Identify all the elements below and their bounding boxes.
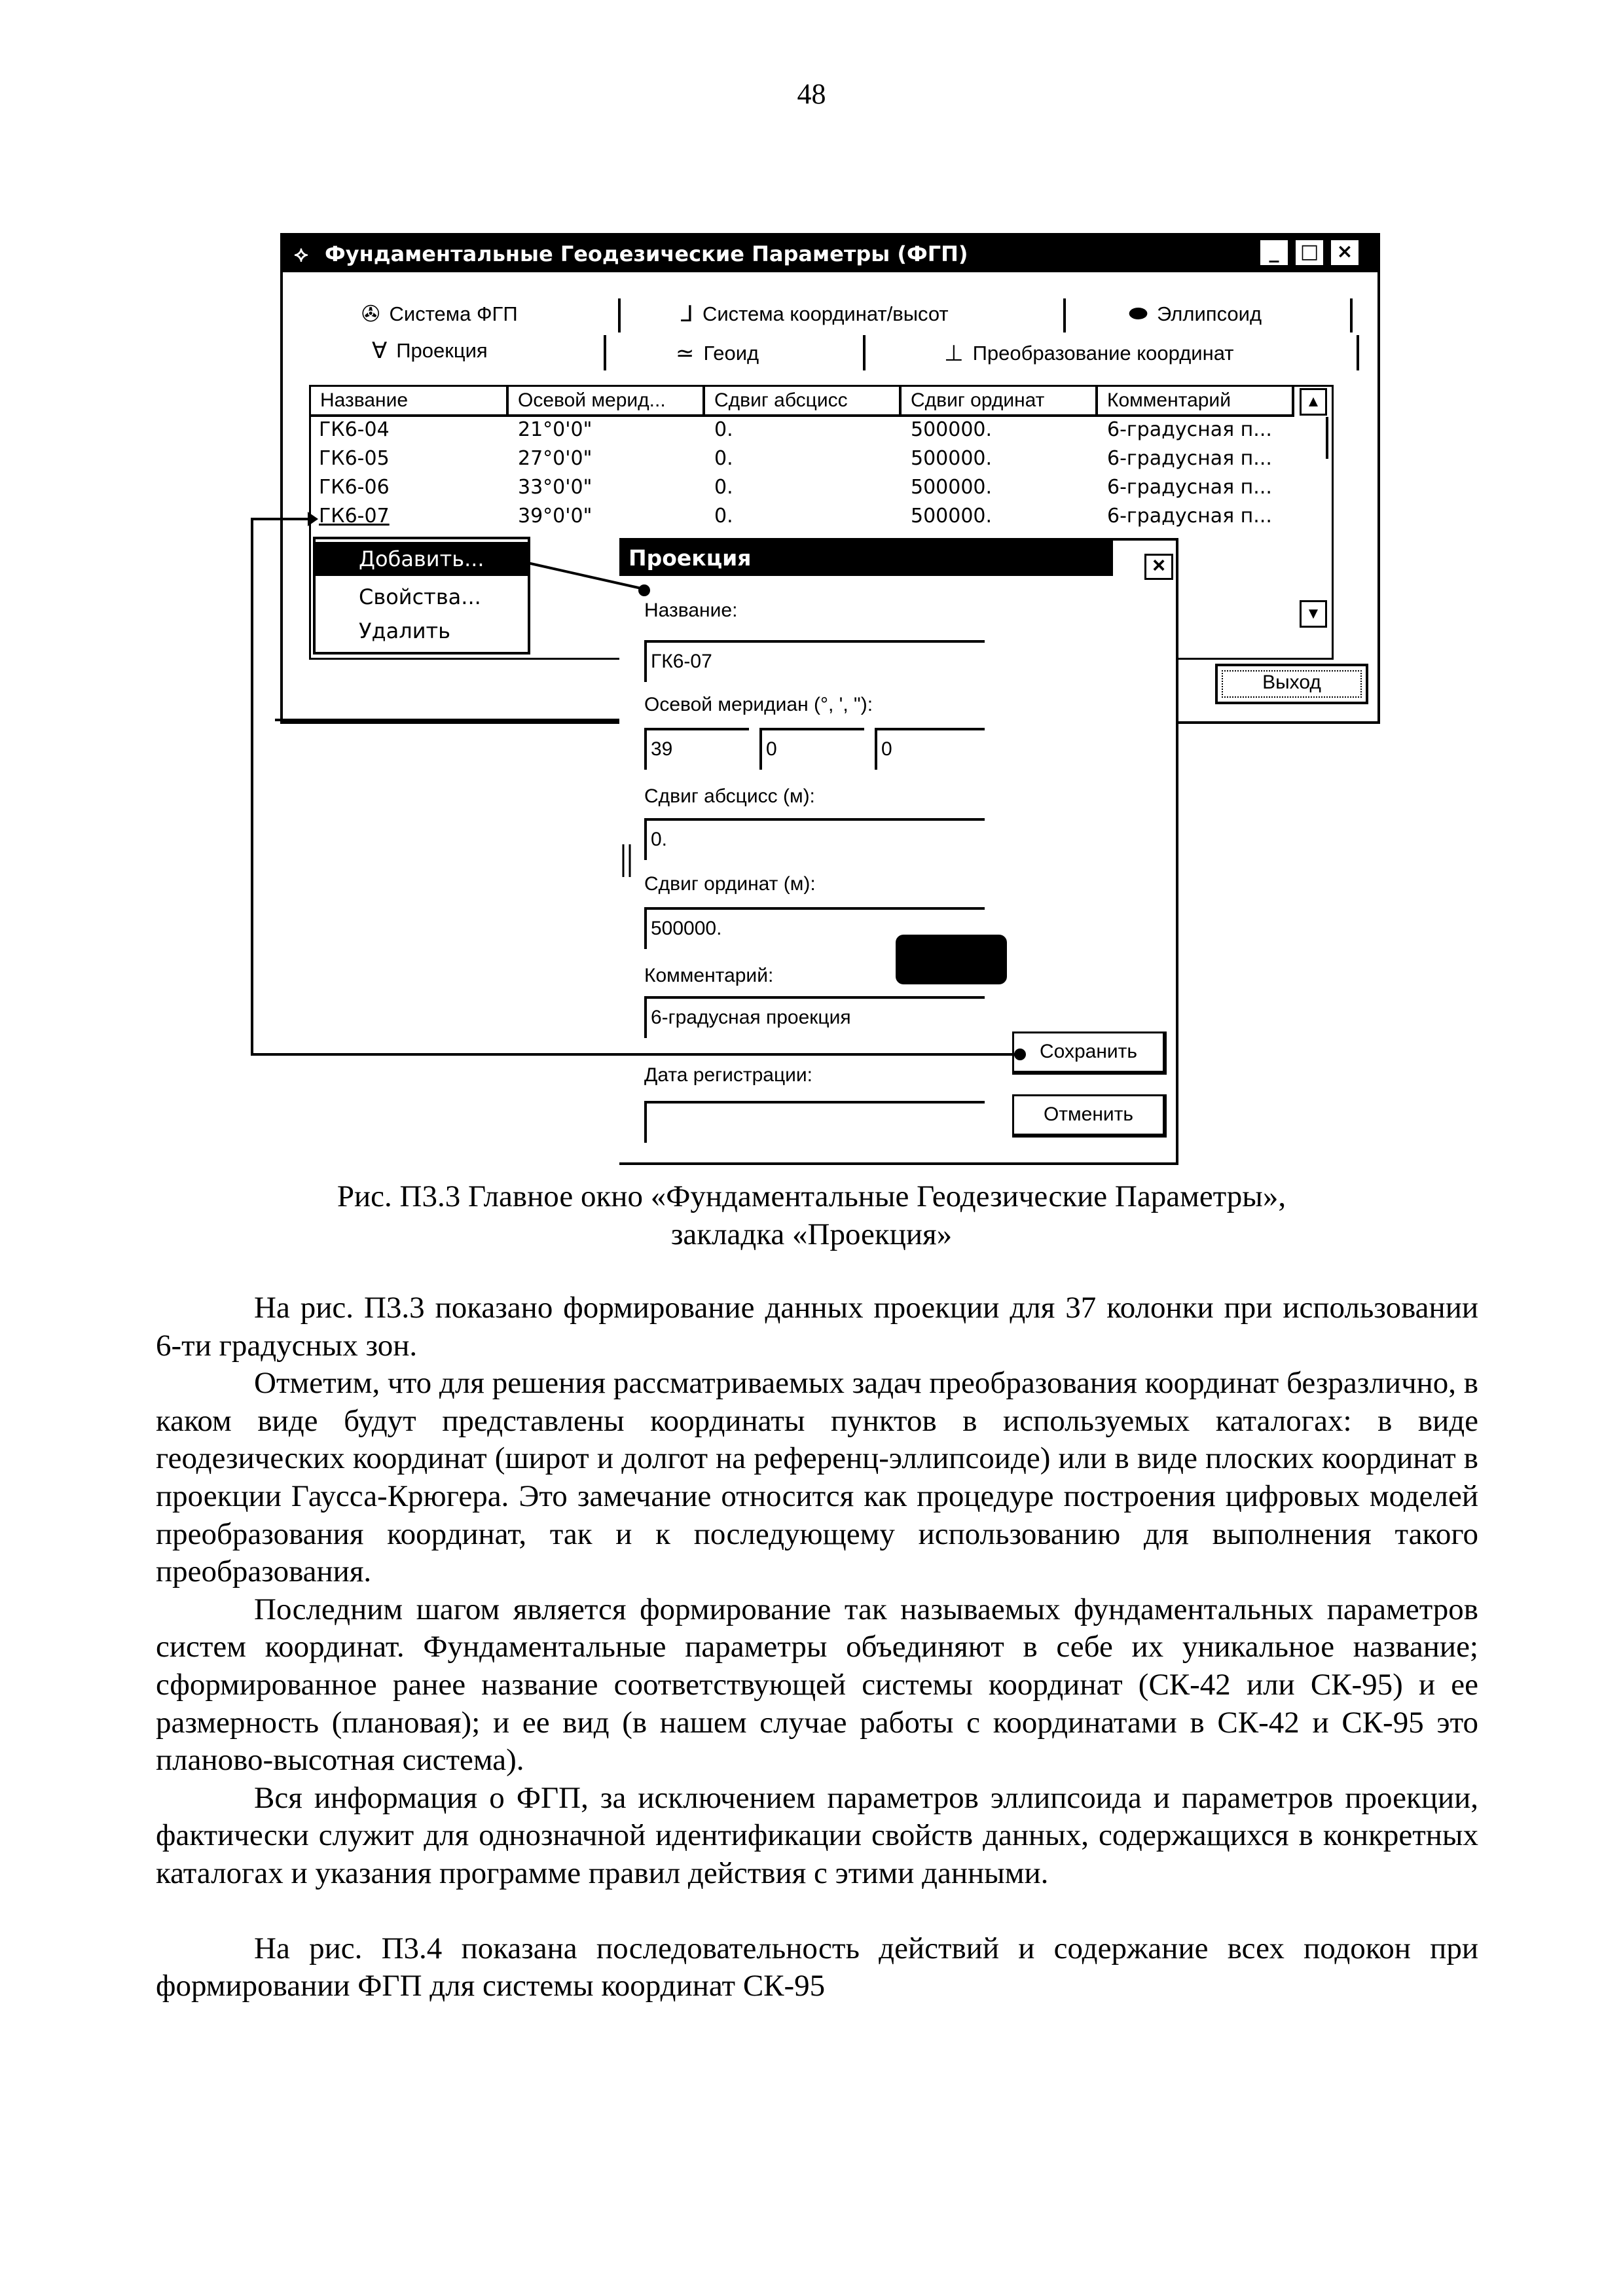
tab-divider [604, 335, 606, 370]
abscissa-label: Сдвиг абсцисс (м): [644, 785, 815, 807]
figure-caption-line2: закладка «Проекция» [670, 1217, 953, 1251]
paragraph: Вся информация о ФГП, за исключением параметров эллипсоида и параметров проекции, фактически служит для однозначной идентификации свойств данных, содержащихся в конкретных каталогах и указания программе правил действия с этими данными. [156, 1780, 1478, 1890]
minimize-button[interactable]: _ [1258, 238, 1290, 267]
paragraph: Последним шагом является формирование так называемых фундаментальных параметров систем координат. Фундаментальные параметры объединяют в себе их уникальное название; сформированное ранее название соответствующей системы координат (СК-42 или СК-95) и ее размерность (плановая); и ее вид (в нашем случае работы с координатами в СК-42 и СК-95 это планово-высотная система). [156, 1592, 1478, 1778]
projection-icon: ∀ [372, 338, 388, 363]
date-field[interactable] [644, 1101, 985, 1143]
comment-field[interactable]: 6-градусная проекция [644, 996, 985, 1038]
tab-label: Система координат/высот [702, 302, 949, 325]
ordinate-label: Сдвиг ординат (м): [644, 873, 816, 895]
title-bar [283, 236, 1377, 272]
tab-divider [618, 298, 621, 332]
cancel-button[interactable]: Отменить [1012, 1094, 1167, 1138]
tab-label: Преобразование координат [972, 342, 1234, 365]
table-cell: 500000. [911, 447, 993, 470]
redaction-blot [896, 935, 1007, 984]
menu-item-delete[interactable]: Удалить [359, 619, 450, 643]
ordinate-field[interactable]: 500000. [644, 907, 985, 949]
table-cell: ГК6-04 [319, 418, 390, 441]
scrollbar-track[interactable] [1326, 417, 1328, 459]
column-header[interactable]: Осевой мерид... [509, 387, 705, 417]
window-title: Фундаментальные Геодезические Параметры (ФГП) [325, 242, 968, 266]
tab-label: Эллипсоид [1157, 302, 1262, 325]
tab-label: Геоид [703, 342, 759, 365]
table-cell: ГК6-05 [319, 447, 390, 470]
tab-fgp-system[interactable] [361, 301, 518, 327]
table-cell: ГК6-06 [319, 476, 390, 499]
body-text [156, 1289, 1478, 2005]
page-number: 48 [797, 78, 826, 110]
paragraph: На рис. П3.4 показана последовательность действий и содержание всех подокон при формировании ФГП для системы координат СК-95 [156, 1931, 1478, 2003]
table-cell: 6-градусная п... [1107, 418, 1272, 441]
dialog-close-button[interactable]: × [1144, 554, 1173, 580]
tab-divider [1357, 335, 1359, 370]
table-cell: 500000. [911, 418, 993, 441]
meridian-degrees-field[interactable]: 39 [644, 728, 749, 770]
dialog-title: Проекция [619, 541, 1113, 576]
geoid-icon: ≃ [676, 341, 695, 366]
tab-label: Система ФГП [389, 302, 518, 325]
table-cell: 0. [714, 447, 733, 470]
context-menu [313, 537, 530, 655]
figure-caption-line1: Рис. П3.3 Главное окно «Фундаментальные Геодезические Параметры», [337, 1179, 1286, 1213]
tab-projection[interactable] [372, 338, 488, 364]
scroll-up-button[interactable]: ▲ [1300, 388, 1327, 416]
column-header[interactable]: Комментарий [1098, 387, 1294, 417]
tab-ellipsoid[interactable] [1129, 301, 1262, 327]
save-button[interactable]: Сохранить [1012, 1031, 1167, 1075]
table-cell: 6-градусная п... [1107, 447, 1272, 470]
exit-button[interactable]: Выход [1215, 664, 1368, 704]
paragraph: На рис. П3.3 показано формирование данных проекции для 37 колонки при использовании 6-ти градусных зон. [156, 1291, 1478, 1363]
table-cell: 500000. [911, 476, 993, 499]
tab-coordinate-system[interactable] [681, 301, 949, 327]
meridian-minutes-field[interactable]: 0 [759, 728, 864, 770]
table-cell: 6-градусная п... [1107, 476, 1272, 499]
name-field[interactable]: ГК6-07 [644, 640, 985, 682]
ellipsoid-icon: ⬬ [1129, 301, 1148, 326]
close-button[interactable]: × [1329, 238, 1360, 267]
meridian-label: Осевой меридиан (°, ', "): [644, 694, 873, 715]
table-cell: ГК6-07 [319, 505, 390, 528]
transform-icon: ⊥ [944, 341, 964, 366]
table-cell: 33°0'0" [518, 476, 593, 499]
table-cell: 27°0'0" [518, 447, 593, 470]
tab-divider [863, 335, 866, 370]
menu-item-add[interactable]: Добавить... [316, 542, 528, 576]
table-cell: 39°0'0" [518, 505, 593, 528]
meridian-seconds-field[interactable]: 0 [875, 728, 985, 770]
table-cell: 0. [714, 418, 733, 441]
column-header[interactable]: Название [311, 387, 509, 417]
table-cell: 500000. [911, 505, 993, 528]
table-cell: 6-градусная п... [1107, 505, 1272, 528]
table-cell: 0. [714, 476, 733, 499]
table-cell: 0. [714, 505, 733, 528]
tab-divider [1350, 298, 1353, 332]
comment-label: Комментарий: [644, 965, 774, 986]
tab-geoid[interactable] [676, 340, 759, 367]
maximize-button[interactable]: □ [1294, 238, 1325, 267]
app-icon: ⟡ [294, 242, 308, 266]
tab-label: Проекция [396, 339, 488, 362]
scroll-down-button[interactable]: ▼ [1300, 600, 1327, 628]
axes-icon: ⅃ [681, 302, 693, 327]
date-label: Дата регистрации: [644, 1064, 812, 1086]
table-cell: 21°0'0" [518, 418, 593, 441]
column-header[interactable]: Сдвиг абсцисс [705, 387, 902, 417]
abscissa-field[interactable]: 0. [644, 818, 985, 860]
projection-dialog [619, 538, 1178, 1165]
tab-coordinate-transform[interactable] [944, 340, 1233, 367]
name-label: Название: [644, 600, 738, 621]
paragraph: Отметим, что для решения рассматриваемых задач преобразования координат безразлично, в каком виде будут представлены координаты пунктов в используемых каталогах: в виде геодезических координат (широт и долгот на референц-эллипсоиде) или в виде плоских координат в проекции Гаусса-Крюгера. Это замечание относится как процедуре построения цифровых моделей преобразования координат, так и к последующему использованию для выполнения такого преобразования. [156, 1366, 1478, 1589]
tab-divider [1063, 298, 1066, 332]
menu-item-properties[interactable]: Свойства... [359, 584, 481, 609]
column-header[interactable]: Сдвиг ординат [902, 387, 1098, 417]
system-icon: ✇ [361, 302, 380, 327]
